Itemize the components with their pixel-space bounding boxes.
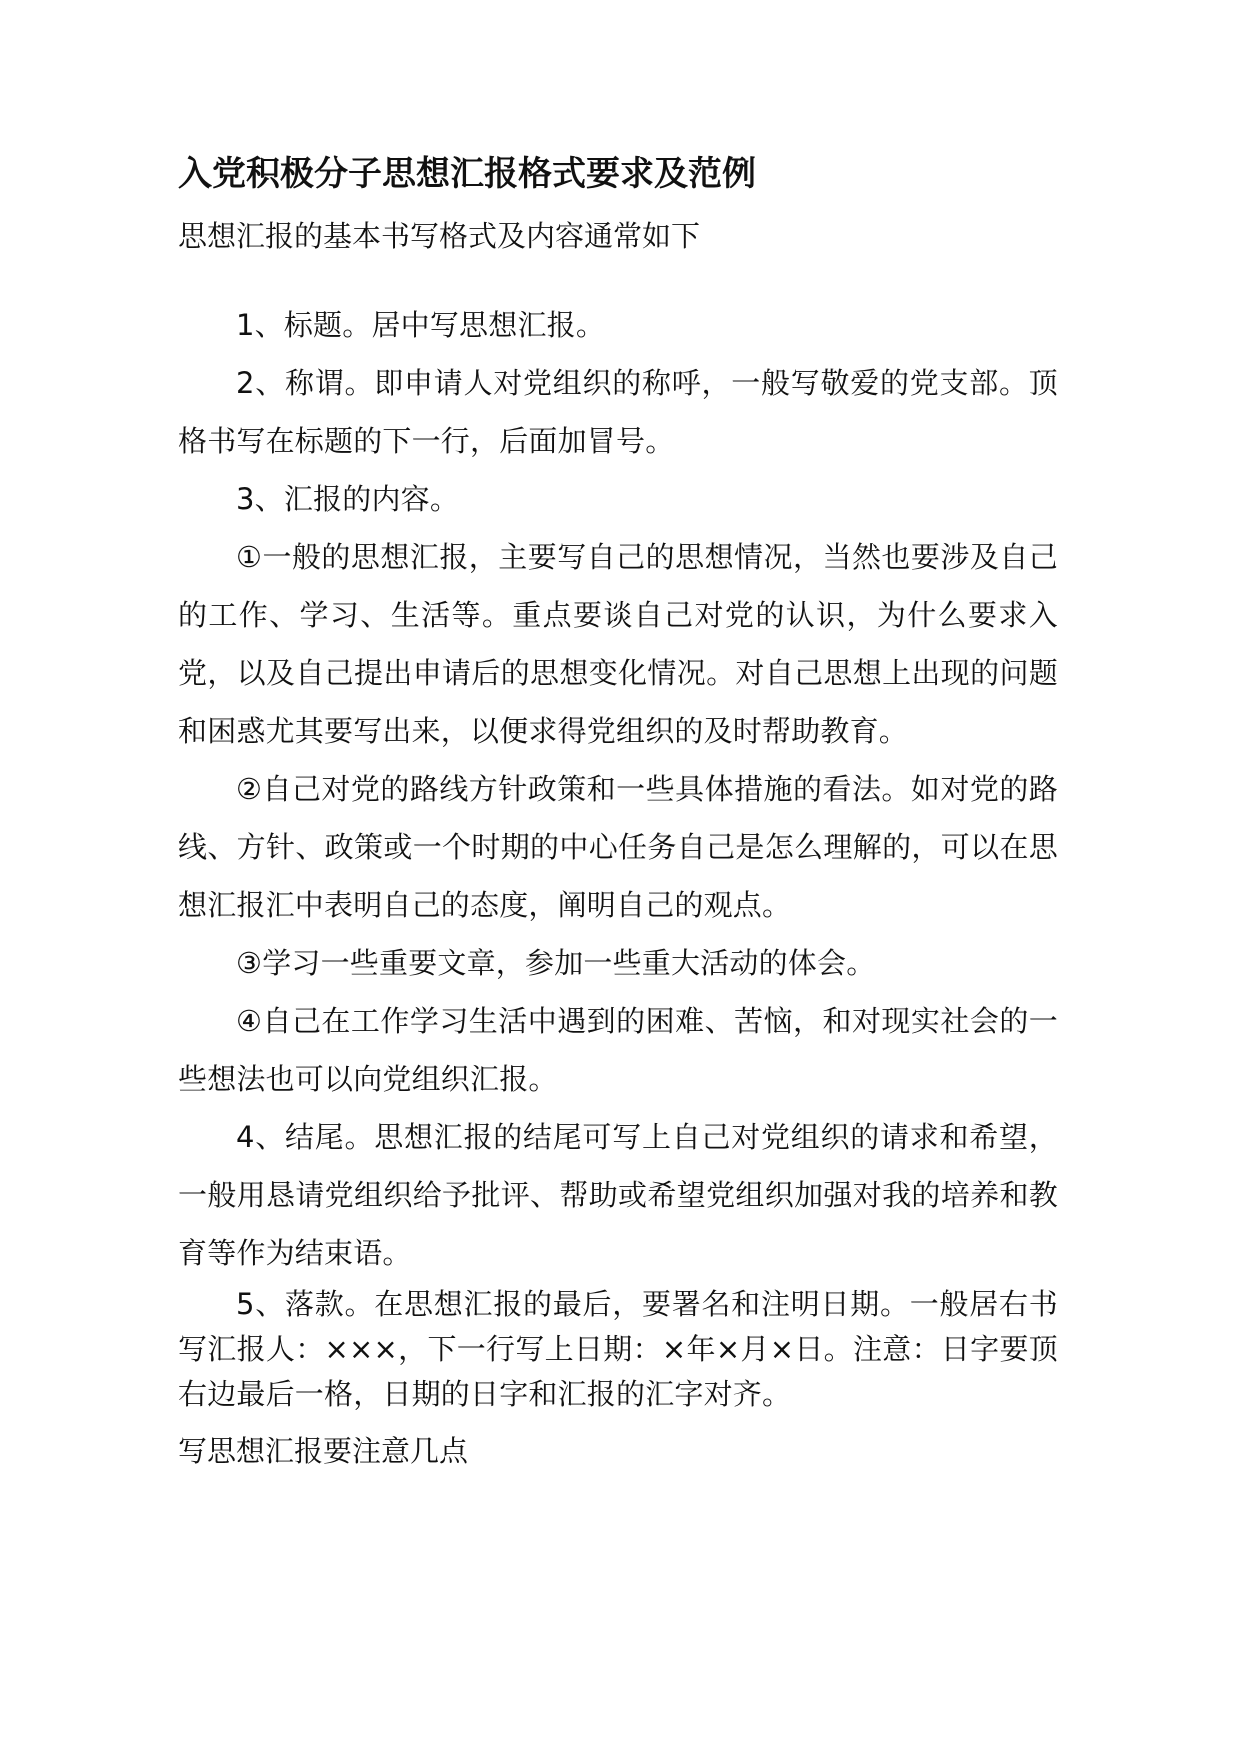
paragraph-signature-rule: 5、落款。在思想汇报的最后，要署名和注明日期。一般居右书写汇报人：×××，下一行写上日期：×年×月×日。注意：日字要顶右边最后一格，日期的日字和汇报的汇字对齐。 — [178, 1287, 1058, 1411]
document-subtitle: 思想汇报的基本书写格式及内容通常如下 — [178, 219, 701, 253]
paragraph-title-rule: 1、标题。居中写思想汇报。 — [236, 308, 606, 342]
paragraph-content-item-1: ①一般的思想汇报，主要写自己的思想情况，当然也要涉及自己的工作、学习、生活等。重点要谈自己对党的认识，为什么要求入党，以及自己提出申请后的思想变化情况。对自己思想上出现的问题和困惑尤其要写出来，以便求得党组织的及时帮助教育。 — [178, 540, 1058, 748]
paragraph-content-item-2: ②自己对党的路线方针政策和一些具体措施的看法。如对党的路线、方针、政策或一个时期的中心任务自己是怎么理解的，可以在思想汇报汇中表明自己的态度，阐明自己的观点。 — [178, 772, 1058, 922]
paragraph-content-heading: 3、汇报的内容。 — [236, 482, 460, 516]
document-body — [178, 296, 1058, 1417]
paragraph-content-item-4: ④自己在工作学习生活中遇到的困难、苦恼，和对现实社会的一些想法也可以向党组织汇报。 — [178, 1004, 1058, 1096]
paragraph-salutation-rule: 2、称谓。即申请人对党组织的称呼，一般写敬爱的党支部。顶格书写在标题的下一行，后面加冒号。 — [178, 366, 1058, 458]
section-heading-notes: 写思想汇报要注意几点 — [178, 1434, 469, 1468]
document-title: 入党积极分子思想汇报格式要求及范例 — [178, 154, 756, 194]
paragraph-ending-rule: 4、结尾。思想汇报的结尾可写上自己对党组织的请求和希望，一般用恳请党组织给予批评、帮助或希望党组织加强对我的培养和教育等作为结束语。 — [178, 1120, 1058, 1270]
paragraph-content-item-3: ③学习一些重要文章，参加一些重大活动的体会。 — [236, 946, 876, 980]
